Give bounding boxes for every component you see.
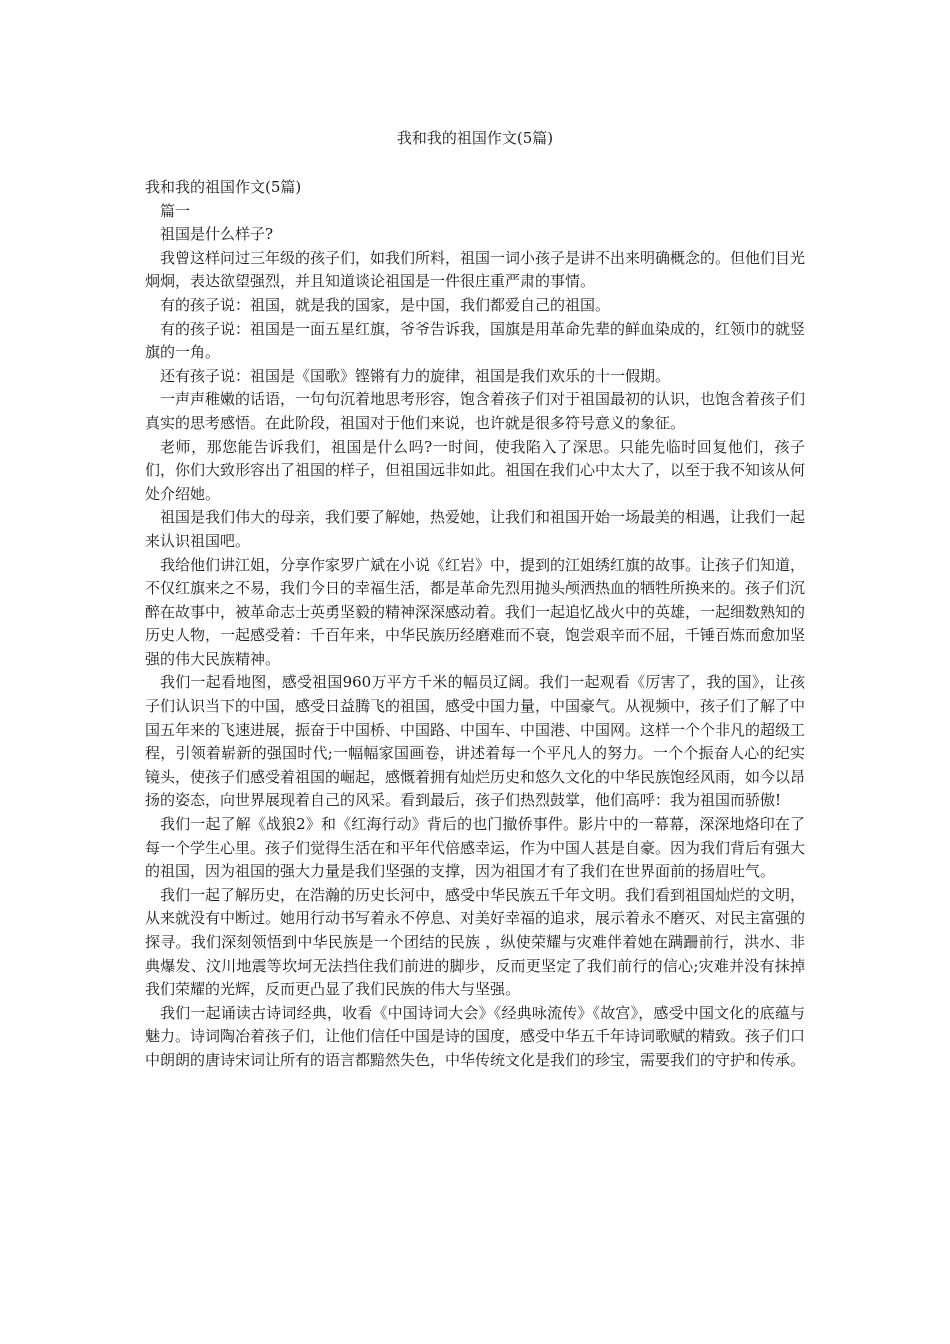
paragraph: 我给他们讲江姐，分享作家罗广斌在小说《红岩》中，提到的江姐绣红旗的故事。让孩子们知道，不仅红旗来之不易，我们今日的幸福生活，都是革命先烈用抛头颅洒热血的牺牲所换来的。孩子们沉醉在故事中，被革命志士英勇坚毅的精神深深感动着。我们一起追忆战火中的英雄，一起细数熟知的历史人物，一起感受着：千百年来，中华民族历经磨难而不衰，饱尝艰辛而不屈，千锤百炼而愈加坚强的伟大民族精神。 — [145, 555, 806, 668]
document-title: 我和我的祖国作文(5篇) — [396, 129, 554, 147]
paragraph: 有的孩子说：祖国，就是我的国家，是中国，我们都爱自己的祖国。 — [160, 295, 611, 314]
section-label: 篇一 — [160, 201, 191, 220]
document-body — [145, 176, 805, 1073]
paragraph: 一声声稚嫩的话语，一句句沉着地思考形容，饱含着孩子们对于祖国最初的认识，也饱含着孩子们真实的思考感悟。在此阶段，祖国对于他们来说，也许就是很多符号意义的象征。 — [145, 390, 806, 432]
paragraph: 有的孩子说：祖国是一面五星红旗，爷爷告诉我，国旗是用革命先辈的鲜血染成的，红领巾的就竖旗的一角。 — [145, 319, 806, 362]
paragraph: 我们一起了解《战狼2》和《红海行动》背后的也门撤侨事件。影片中的一幕幕，深深地烙印在了每一个学生心里。孩子们觉得生活在和平年代倍感幸运，作为中国人甚是自豪。因为我们背后有强大的祖国，因为祖国的强大力量是我们坚强的支撑，因为祖国才有了我们在世界面前的扬眉吐气。 — [145, 815, 806, 881]
body-heading: 我和我的祖国作文(5篇) — [145, 178, 302, 196]
paragraph: 我们一起了解历史，在浩瀚的历史长河中，感受中华民族五千年文明。我们看到祖国灿烂的文明，从来就没有中断过。她用行动书写着永不停息、对美好幸福的追求，展示着永不磨灭、对民主富强的探寻。我们深刻领悟到中华民族是一个团结的民族 ，纵使荣耀与灾难伴着她在蹒跚前行，洪水、非典爆发、汶川地震等坎坷无法挡住我们前进的脚步，反而更坚定了我们前行的信心;灾难并没有抹掉我们荣耀的光辉，反而更凸显了我们民族的伟大与坚强。 — [145, 885, 806, 999]
paragraph: 我们一起诵读古诗词经典，收看《中国诗词大会》《经典咏流传》《故宫》，感受中国文化的底蕴与魅力。诗词陶冶着孩子们，让他们信任中国是诗的国度，感受中华五千年诗词歌赋的精致。孩子们口中朗朗的唐诗宋词让所有的语言都黯然失色，中华传统文化是我们的珍宝，需要我们的守护和传承。 — [145, 1003, 806, 1069]
paragraph: 我们一起看地图，感受祖国960万平方千米的幅员辽阔。我们一起观看《厉害了，我的国》，让孩子们认识当下的中国，感受日益腾飞的祖国，感受中国力量，中国豪气。从视频中，孩子们了解了中国五年来的飞速进展，振奋于中国桥、中国路、中国车、中国港、中国网。这样一个个非凡的超级工程，引领着崭新的强国时代;一幅幅家国画卷，讲述着每一个平凡人的努力。一个个振奋人心的纪实镜头，使孩子们感受着祖国的崛起，感慨着拥有灿烂历史和悠久文化的中华民族饱经风雨，如今以昂扬的姿态，向世界展现着自己的风采。看到最后，孩子们热烈鼓掌，他们高呼：我为祖国而骄傲! — [145, 673, 806, 810]
paragraph: 祖国是我们伟大的母亲，我们要了解她，热爱她，让我们和祖国开始一场最美的相遇，让我们一起来认识祖国吧。 — [145, 508, 806, 550]
paragraph: 我曾这样问过三年级的孩子们，如我们所料，祖国一词小孩子是讲不出来明确概念的。但他们目光炯炯，表达欲望强烈，并且知道谈论祖国是一件很庄重严肃的事情。 — [145, 248, 806, 291]
paragraph: 还有孩子说：祖国是《国歌》铿锵有力的旋律，祖国是我们欢乐的十一假期。 — [160, 366, 671, 385]
paragraph: 祖国是什么样子? — [160, 225, 274, 244]
paragraph: 老师，那您能告诉我们，祖国是什么吗?一时间，使我陷入了深思。只能先临时回复他们，孩子们，你们大致形容出了祖国的样子，但祖国远非如此。祖国在我们心中太大了，以至于我不知该从何处介绍她。 — [145, 437, 806, 503]
